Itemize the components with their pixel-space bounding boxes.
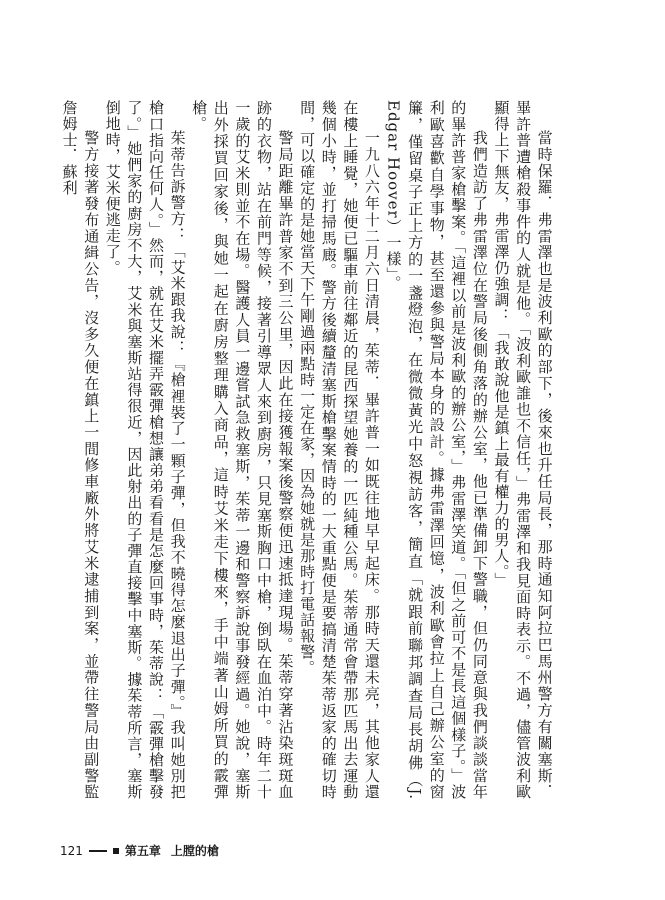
paragraph: 警局距離畢許普家不到三公里，因此在接獲報案後警察便迅速抵達現場。茱蒂穿著沾染斑斑血跡的衣物，站在前門等候，接著引導眾人來到廚房，只見塞斯胸口中槍，倒臥在血泊中。時年二十一歲的艾米則並不在場。醫護人員一邊嘗試急救塞斯，茱蒂一邊和警察訴說事發經過。她說，塞斯出外採買回家後，與她一起在廚房整理購入商品，這時艾米走下樓來，手中端著山姆所買的霰彈槍。 xyxy=(190,100,295,800)
paragraph: 茱蒂告訴警方：「艾米跟我說：『槍裡裝了一顆子彈，但我不曉得怎麼退出子彈。』我叫她別把槍口指向任何人。」然而，就在艾米擺弄霰彈槍想讓弟弟看看是怎麼回事時，茱蒂說：「霰彈槍擊發了。」她們家的廚房不大，艾米與塞斯站得很近，因此射出的子彈直接擊中塞斯。據茱蒂所言，塞斯倒地時，艾米便逃走了。 xyxy=(103,100,187,800)
vertical-columns xyxy=(58,100,555,800)
paragraph: 警方接著發布通緝公告，沒多久便在鎮上一間修車廠外將艾米逮捕到案，並帶往警局由副警監詹姆士．蘇利 xyxy=(60,100,101,800)
square-bullet-icon xyxy=(113,848,119,854)
page-footer xyxy=(60,842,219,859)
chapter-label: 第五章 xyxy=(124,844,161,858)
paragraph: 一九八六年十二月六日清晨，茱蒂．畢許普一如既往地早早起床。那時天還未亮，其他家人還在樓上睡覺，她便已驅車前往鄰近的昆西探望她養的一匹純種公馬。茱蒂通常會帶那匹馬出去運動幾個小時，並打掃馬廄。警方後續釐清塞斯槍擊案情時的一大重點便是要搞清楚茱蒂返家的確切時間，可以確定的是她當天下午剛過兩點時一定在家，因為她就是那時打電話報警。 xyxy=(298,100,381,800)
chapter-title: 上膛的槍 xyxy=(170,844,219,858)
paragraph: 我們造訪了弗雷澤位在警局後側角落的辦公室，他已準備卸下警職，但仍同意與我們談談當年的畢許普家槍擊案。「這裡以前是波利歐的辦公室，」弗雷澤笑道。「但之前可不是長這個樣子。」波利歐喜歡自學事物，甚至還參與警局本身的設計。據弗雷澤回憶，波利歐會拉上自己辦公室的窗簾，僅留桌子正上方的一盞燈泡，在微微黃光中怒視訪客，簡直「就跟前聯邦調查局長胡佛（J. Edgar Hoover）一樣」。 xyxy=(384,100,489,800)
footer-rule xyxy=(89,850,107,852)
page-number: 121 xyxy=(60,843,83,858)
paragraph: 當時保羅．弗雷澤也是波利歐的部下，後來也升任局長，那時通知阿拉巴馬州警方有關塞斯．畢許普遭槍殺事件的人就是他。「波利歐誰也不信任，」弗雷澤和我見面時表示。不過，儘管波利歐顯得上下無友，弗雷澤仍強調：「我敢說他是鎮上最有權力的男人。」 xyxy=(492,100,554,800)
body-text xyxy=(58,100,603,800)
